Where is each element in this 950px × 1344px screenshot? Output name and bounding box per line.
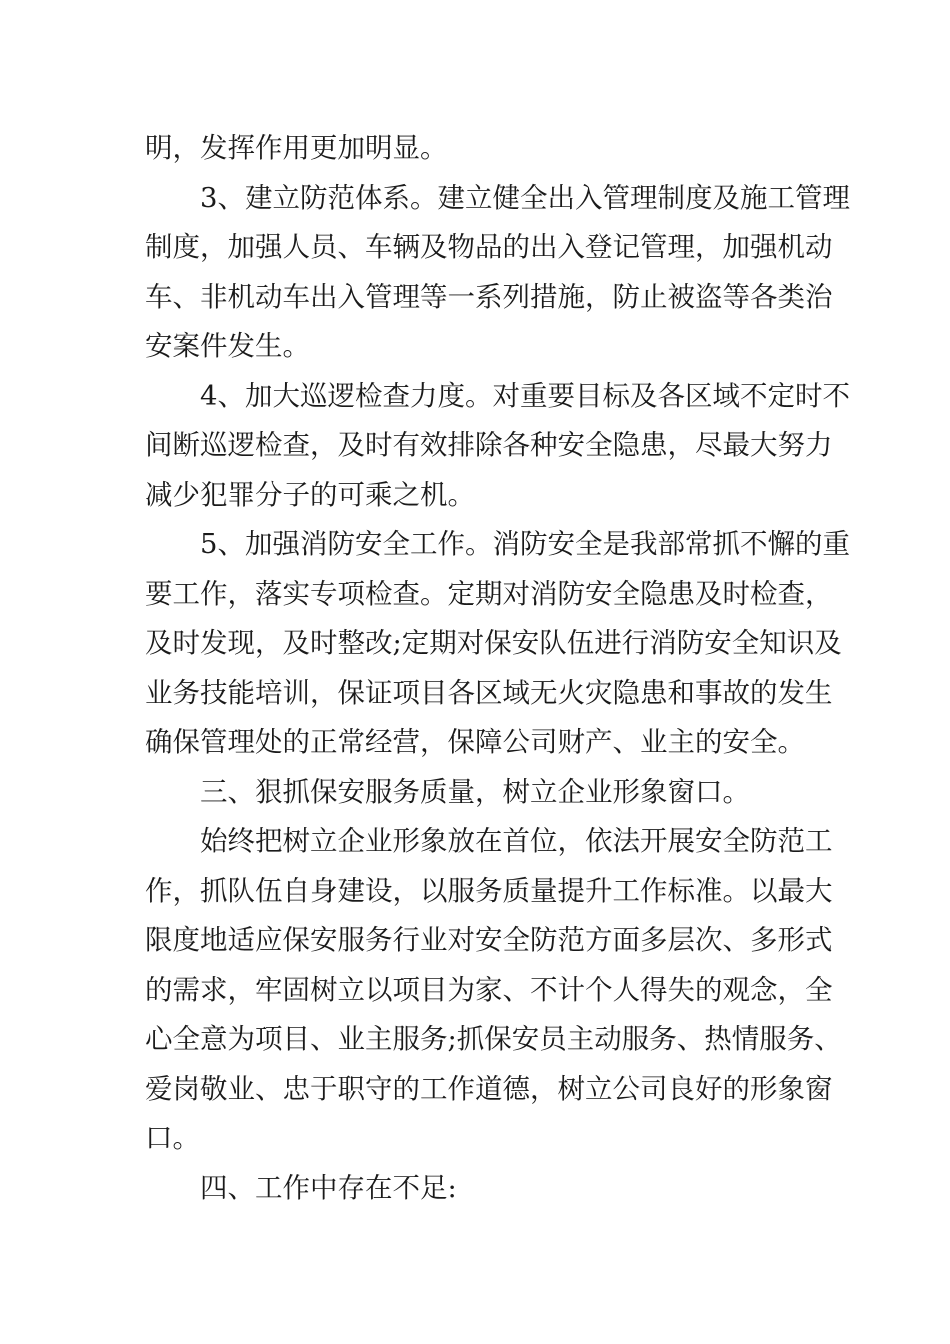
paragraph-item-5-line: 确保管理处的正常经营，保障公司财产、业主的安全。: [145, 726, 805, 758]
paragraph-service-line: 的需求，牢固树立以项目为家、不计个人得失的观念，全: [145, 973, 833, 1006]
paragraph-item-5-line: 5、加强消防安全工作。消防安全是我部常抓不懈的重: [200, 528, 850, 560]
paragraph-service-line: 作，抓队伍自身建设，以服务质量提升工作标准。以最大: [145, 874, 833, 907]
paragraph-item-3-line: 3、建立防范体系。建立健全出入管理制度及施工管理: [200, 181, 850, 214]
paragraph-service-line: 心全意为项目、业主服务;抓保安员主动服务、热情服务、: [145, 1023, 842, 1055]
paragraph-continuation-line: 明，发挥作用更加明显。: [145, 132, 448, 164]
document-body: [145, 124, 850, 1213]
paragraph-service-line: 爱岗敬业、忠于职守的工作道德，树立公司良好的形象窗: [145, 1072, 833, 1105]
paragraph-item-4-line: 4、加大巡逻检查力度。对重要目标及各区域不定时不: [200, 379, 850, 412]
paragraph-item-5-line: 要工作，落实专项检查。定期对消防安全隐患及时检查，: [145, 577, 833, 610]
paragraph-item-3-line: 制度，加强人员、车辆及物品的出入登记管理，加强机动: [145, 231, 833, 263]
paragraph-item-3-line: 车、非机动车出入管理等一系列措施，防止被盗等各类治: [145, 280, 833, 313]
paragraph-item-5-line: 及时发现，及时整改;定期对保安队伍进行消防安全知识及: [145, 627, 842, 659]
paragraph-service-line: 始终把树立企业形象放在首位，依法开展安全防范工: [200, 825, 833, 857]
section-heading-3: 三、狠抓保安服务质量，树立企业形象窗口。: [200, 775, 750, 808]
paragraph-service-line: 限度地适应保安服务行业对安全防范方面多层次、多形式: [145, 924, 833, 956]
paragraph-item-4-line: 间断巡逻检查，及时有效排除各种安全隐患，尽最大努力: [145, 429, 833, 461]
paragraph-item-3-line: 安案件发生。: [145, 330, 310, 362]
paragraph-item-5-line: 业务技能培训，保证项目各区域无火灾隐患和事故的发生: [145, 676, 833, 709]
paragraph-service-line: 口。: [145, 1122, 200, 1154]
paragraph-item-4-line: 减少犯罪分子的可乘之机。: [145, 478, 475, 511]
section-heading-4: 四、工作中存在不足:: [200, 1171, 457, 1204]
